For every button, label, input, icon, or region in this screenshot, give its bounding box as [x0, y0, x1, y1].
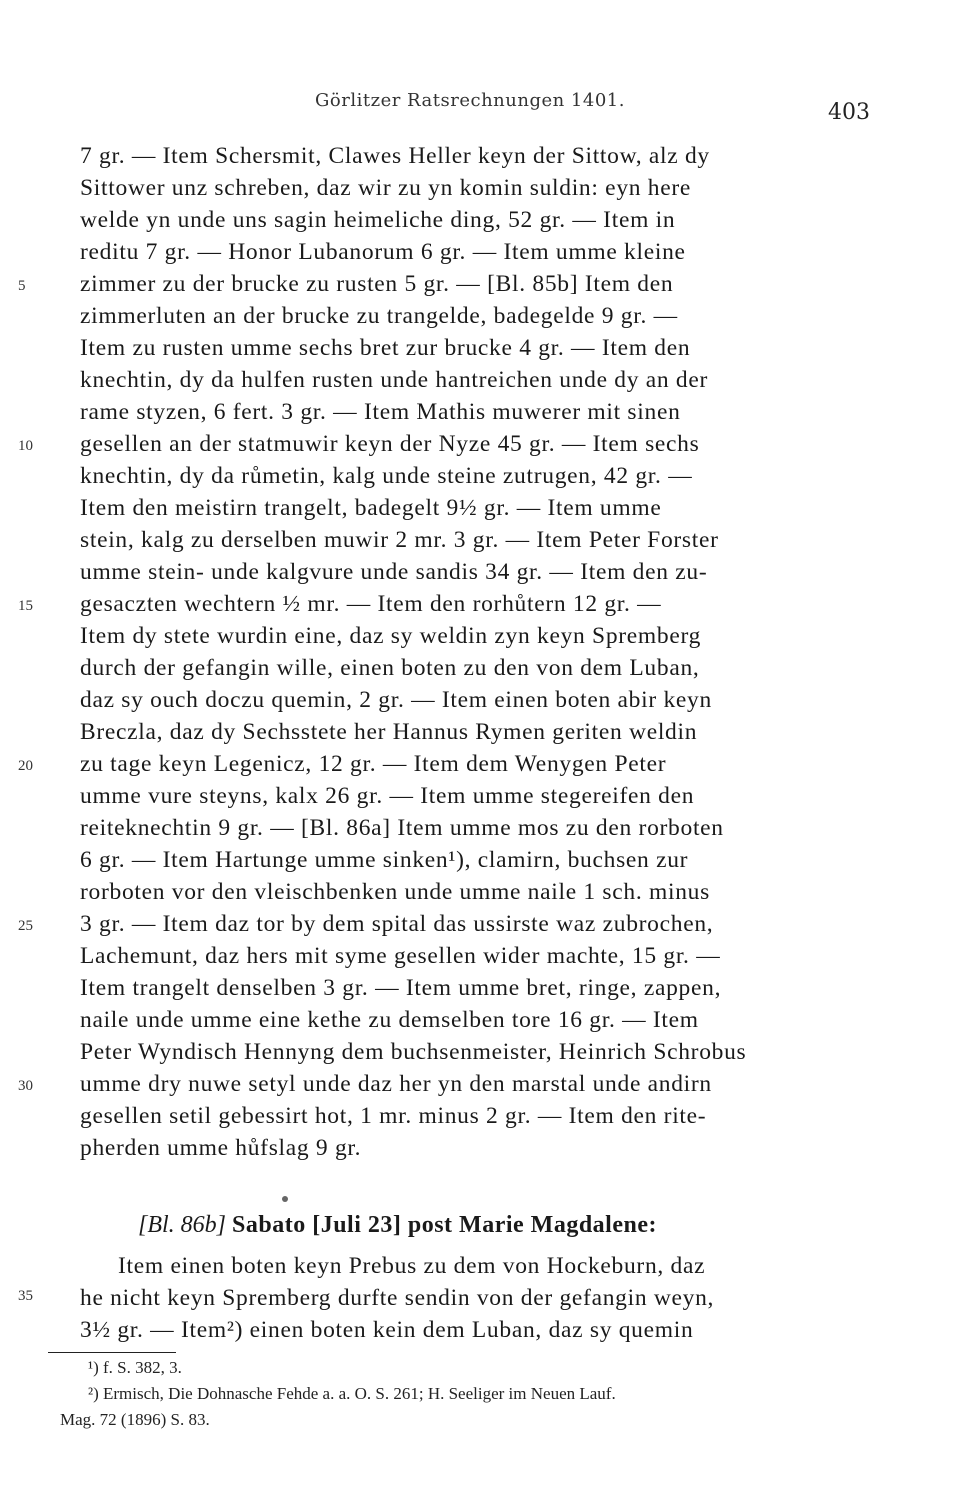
- text-line: stein, kalg zu derselben muwir 2 mr. 3 gr. — Item Peter Forster: [80, 527, 719, 553]
- text-line: daz sy ouch doczu quemin, 2 gr. — Item einen boten abir keyn: [80, 687, 712, 713]
- text-line: 3 gr. — Item daz tor by dem spital das ussirste waz zubrochen,: [80, 911, 714, 937]
- text-line: umme dry nuwe setyl unde daz her yn den marstal unde andirn: [80, 1071, 712, 1097]
- line-number: 30: [18, 1078, 33, 1094]
- text-line: gesellen an der statmuwir keyn der Nyze 45 gr. — Item sechs: [80, 431, 700, 457]
- section-heading: [138, 1212, 838, 1239]
- text-line: 7 gr. — Item Schersmit, Clawes Heller keyn der Sittow, alz dy: [80, 143, 710, 169]
- line-number: 10: [18, 438, 33, 454]
- line-number: 25: [18, 918, 33, 934]
- line-number: 15: [18, 598, 33, 614]
- footnote: ²) Ermisch, Die Dohnasche Fehde a. a. O. S. 261; H. Seeliger im Neuen Lauf.: [88, 1384, 616, 1403]
- text-line: knechtin, dy da růmetin, kalg unde steine zutrugen, 42 gr. —: [80, 463, 693, 489]
- footnote-divider: [48, 1352, 176, 1353]
- text-line: Item dy stete wurdin eine, daz sy weldin zyn keyn Spremberg: [80, 623, 702, 649]
- text-line: gesaczten wechtern ½ mr. — Item den rorhůtern 12 gr. —: [80, 591, 662, 617]
- text-line: rame styzen, 6 fert. 3 gr. — Item Mathis muwerer mit sinen: [80, 399, 681, 425]
- text-line: reditu 7 gr. — Honor Lubanorum 6 gr. — Item umme kleine: [80, 239, 686, 265]
- page-number: 403: [828, 100, 870, 125]
- text-line: gesellen setil gebessirt hot, 1 mr. minus 2 gr. — Item den rite-: [80, 1103, 707, 1129]
- text-line: durch der gefangin wille, einen boten zu den von dem Luban,: [80, 655, 700, 681]
- line-number: 5: [18, 278, 26, 294]
- text-line: umme vure steyns, kalx 26 gr. — Item umme stegereifen den: [80, 783, 695, 809]
- section-title: Sabato [Juli 23] post Marie Magdalene:: [232, 1212, 657, 1238]
- text-line: he nicht keyn Spremberg durfte sendin von der gefangin weyn,: [80, 1285, 715, 1311]
- footnote: Mag. 72 (1896) S. 83.: [60, 1410, 210, 1429]
- text-line: Item zu rusten umme sechs bret zur brucke 4 gr. — Item den: [80, 335, 691, 361]
- text-line: knechtin, dy da hulfen rusten unde hantreichen unde dy an der: [80, 367, 709, 393]
- footnote: ¹) f. S. 382, 3.: [88, 1358, 182, 1377]
- text-line: naile unde umme eine kethe zu demselben tore 16 gr. — Item: [80, 1007, 699, 1033]
- line-number: 20: [18, 758, 33, 774]
- text-line: Peter Wyndisch Hennyng dem buchsenmeister, Heinrich Schrobus: [80, 1039, 747, 1065]
- text-line: zimmerluten an der brucke zu trangelde, badegelde 9 gr. —: [80, 303, 678, 329]
- folio-reference: [Bl. 86b]: [138, 1212, 227, 1238]
- text-line: zu tage keyn Legenicz, 12 gr. — Item dem Wenygen Peter: [80, 751, 667, 777]
- text-line: 3½ gr. — Item²) einen boten kein dem Luban, daz sy quemin: [80, 1317, 694, 1343]
- text-line: Sittower unz schreben, daz wir zu yn komin suldin: eyn here: [80, 175, 692, 201]
- text-line: reiteknechtin 9 gr. — [Bl. 86a] Item umme mos zu den rorboten: [80, 815, 724, 841]
- text-line: zimmer zu der brucke zu rusten 5 gr. — [Bl. 85b] Item den: [80, 271, 674, 297]
- separator-dot: [282, 1196, 288, 1202]
- text-line: welde yn unde uns sagin heimeliche ding, 52 gr. — Item in: [80, 207, 676, 233]
- text-line: Item trangelt denselben 3 gr. — Item umme bret, ringe, zappen,: [80, 975, 722, 1001]
- text-line: Lachemunt, daz hers mit syme gesellen wider machte, 15 gr. —: [80, 943, 721, 969]
- line-number: 35: [18, 1288, 33, 1304]
- running-title: Görlitzer Ratsrechnungen 1401.: [315, 90, 625, 111]
- text-line: pherden umme hůfslag 9 gr.: [80, 1135, 362, 1161]
- text-line: rorboten vor den vleischbenken unde umme naile 1 sch. minus: [80, 879, 710, 905]
- text-line: Item den meistirn trangelt, badegelt 9½ gr. — Item umme: [80, 495, 662, 521]
- text-line: 6 gr. — Item Hartunge umme sinken¹), clamirn, buchsen zur: [80, 847, 689, 873]
- text-line: umme stein- unde kalgvure unde sandis 34 gr. — Item den zu-: [80, 559, 708, 585]
- text-line: Item einen boten keyn Prebus zu dem von Hockeburn, daz: [118, 1253, 706, 1279]
- text-line: Breczla, daz dy Sechsstete her Hannus Rymen geriten weldin: [80, 719, 698, 745]
